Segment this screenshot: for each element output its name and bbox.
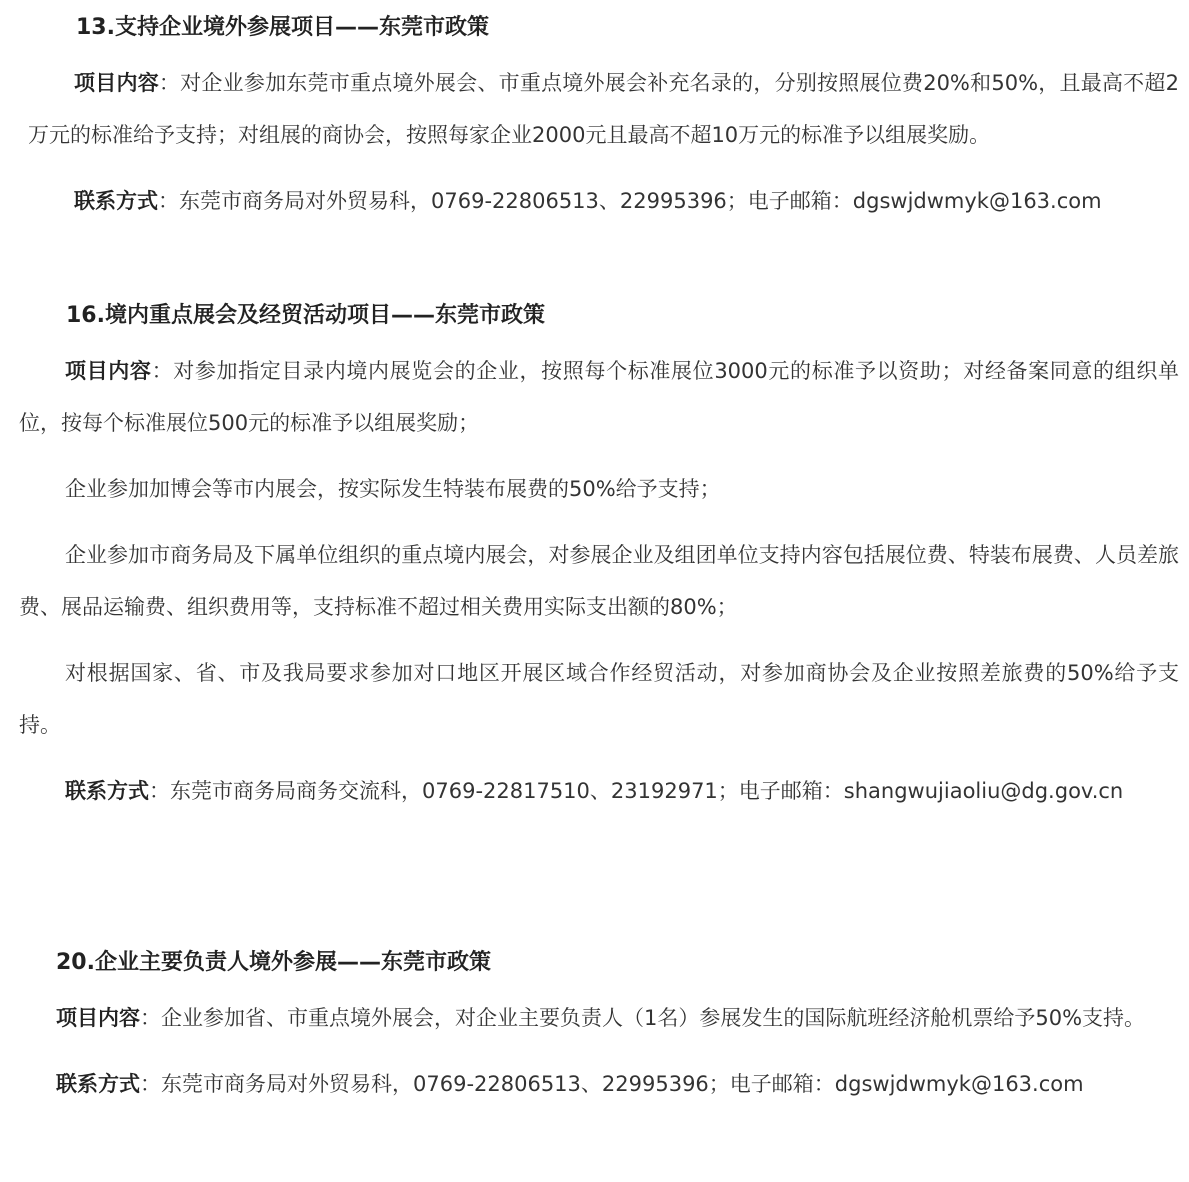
- paragraph-label: 项目内容: [65, 359, 152, 383]
- paragraph-text: 对根据国家、省、市及我局要求参加对口地区开展区域合作经贸活动，对参加商协会及企业按照差旅费的50%给予支持。: [19, 661, 1179, 737]
- policy-section-16: [19, 301, 1179, 817]
- project-content-paragraph: [10, 992, 1179, 1044]
- paragraph-label: 联系方式: [74, 189, 158, 213]
- paragraph-label: 项目内容: [74, 71, 159, 95]
- paragraph-text: 企业参加市商务局及下属单位组织的重点境内展会，对参展企业及组团单位支持内容包括展位费、特装布展费、人员差旅费、展品运输费、组织费用等，支持标准不超过相关费用实际支出额的80%；: [19, 543, 1179, 619]
- paragraph-text: ：对企业参加东莞市重点境外展会、市重点境外展会补充名录的，分别按照展位费20%和50%，且最高不超2万元的标准给予支持；对组展的商协会，按照每家企业2000元且最高不超10万元的标准予以组展奖励。: [28, 71, 1179, 147]
- policy-section-13: [28, 13, 1179, 227]
- paragraph-text: ：东莞市商务局对外贸易科，0769-22806513、22995396；电子邮箱：dgswjdwmyk@163.com: [140, 1072, 1084, 1096]
- contact-paragraph: [19, 765, 1179, 817]
- paragraph-label: 项目内容: [56, 1006, 140, 1030]
- section-title: 16.境内重点展会及经贸活动项目——东莞市政策: [66, 303, 545, 328]
- project-content-paragraph: [28, 57, 1179, 161]
- domestic-expo-paragraph: [19, 529, 1179, 633]
- project-content-paragraph: [19, 345, 1179, 449]
- expo-support-paragraph: [19, 463, 1179, 515]
- section-title: 20.企业主要负责人境外参展——东莞市政策: [56, 950, 491, 975]
- paragraph-label: 联系方式: [65, 779, 149, 803]
- paragraph-text: ：对参加指定目录内境内展览会的企业，按照每个标准展位3000元的标准予以资助；对经备案同意的组织单位，按每个标准展位500元的标准予以组展奖励；: [19, 359, 1179, 435]
- paragraph-text: ：东莞市商务局商务交流科，0769-22817510、23192971；电子邮箱：shangwujiaoliu@dg.gov.cn: [149, 779, 1124, 803]
- policy-section-20: [10, 948, 1179, 1110]
- paragraph-text: ：企业参加省、市重点境外展会，对企业主要负责人（1名）参展发生的国际航班经济舱机票给予50%支持。: [140, 1006, 1146, 1030]
- regional-cooperation-paragraph: [19, 647, 1179, 751]
- paragraph-text: ：东莞市商务局对外贸易科，0769-22806513、22995396；电子邮箱：dgswjdwmyk@163.com: [158, 189, 1102, 213]
- contact-paragraph: [10, 1058, 1179, 1110]
- contact-paragraph: [28, 175, 1179, 227]
- paragraph-text: 企业参加加博会等市内展会，按实际发生特装布展费的50%给予支持；: [65, 477, 721, 501]
- paragraph-label: 联系方式: [56, 1072, 140, 1096]
- section-title: 13.支持企业境外参展项目——东莞市政策: [76, 15, 489, 40]
